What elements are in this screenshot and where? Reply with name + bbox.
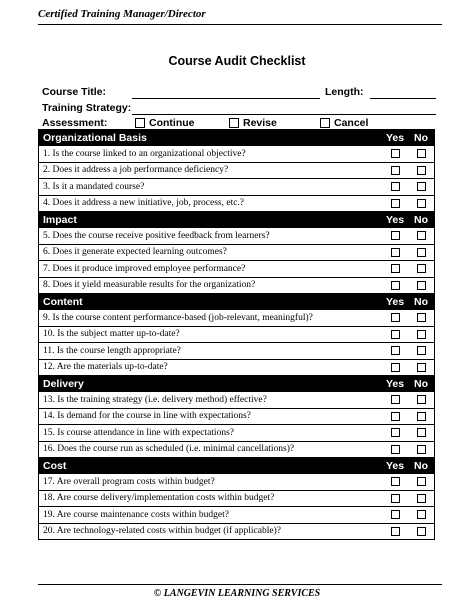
section-header — [39, 458, 434, 474]
question-text: 12. Are the materials up-to-date? — [43, 362, 168, 373]
assessment-continue-label: Continue — [149, 117, 195, 129]
document-title: Course Audit Checklist — [168, 54, 306, 68]
yes-checkbox[interactable] — [391, 231, 400, 240]
yes-column-header: Yes — [385, 459, 405, 472]
assessment-cancel-option[interactable] — [320, 117, 368, 129]
section-header — [39, 294, 434, 310]
yes-checkbox[interactable] — [391, 182, 400, 191]
yes-checkbox[interactable] — [391, 527, 400, 536]
course-title-field[interactable] — [132, 98, 320, 99]
question-text: 20. Are technology-related costs within budget (if applicable)? — [43, 526, 281, 537]
no-column-header: No — [414, 459, 428, 472]
checklist-row — [39, 392, 434, 409]
yes-checkbox[interactable] — [391, 199, 400, 208]
yes-checkbox[interactable] — [391, 281, 400, 290]
question-text: 6. Does it generate expected learning outcomes? — [43, 247, 227, 258]
checklist-row — [39, 491, 434, 508]
checklist-row — [39, 474, 434, 491]
checklist-row — [39, 146, 434, 163]
yes-checkbox[interactable] — [391, 477, 400, 486]
no-checkbox[interactable] — [417, 346, 426, 355]
section-name: Impact — [43, 213, 77, 226]
no-checkbox[interactable] — [417, 527, 426, 536]
question-text: 8. Does it yield measurable results for the organization? — [43, 280, 256, 291]
checklist-row — [39, 278, 434, 295]
no-checkbox[interactable] — [417, 281, 426, 290]
yes-checkbox[interactable] — [391, 494, 400, 503]
yes-column-header: Yes — [385, 377, 405, 390]
footer-rule — [38, 584, 442, 585]
no-checkbox[interactable] — [417, 395, 426, 404]
yes-checkbox[interactable] — [391, 445, 400, 454]
question-text: 7. Does it produce improved employee performance? — [43, 263, 246, 274]
question-text: 13. Is the training strategy (i.e. delivery method) effective? — [43, 394, 267, 405]
checklist-row — [39, 228, 434, 245]
checklist-row — [39, 163, 434, 180]
checkbox[interactable] — [135, 118, 145, 128]
running-header: Certified Training Manager/Director — [38, 8, 206, 20]
question-text: 16. Does the course run as scheduled (i.e. minimal cancellations)? — [43, 444, 295, 455]
question-text: 2. Does it address a job performance deficiency? — [43, 165, 229, 176]
yes-checkbox[interactable] — [391, 248, 400, 257]
checklist-row — [39, 409, 434, 426]
checkbox[interactable] — [320, 118, 330, 128]
assessment-continue-option[interactable] — [135, 117, 195, 129]
yes-checkbox[interactable] — [391, 363, 400, 372]
no-checkbox[interactable] — [417, 199, 426, 208]
no-checkbox[interactable] — [417, 264, 426, 273]
checklist-row — [39, 310, 434, 327]
checklist-row — [39, 179, 434, 196]
question-text: 1. Is the course linked to an organizational objective? — [43, 148, 246, 159]
section-header — [39, 130, 434, 146]
no-checkbox[interactable] — [417, 313, 426, 322]
yes-checkbox[interactable] — [391, 428, 400, 437]
question-text: 14. Is demand for the course in line with expectations? — [43, 411, 251, 422]
yes-checkbox[interactable] — [391, 395, 400, 404]
checklist-table — [38, 129, 435, 540]
no-checkbox[interactable] — [417, 231, 426, 240]
yes-column-header: Yes — [385, 213, 405, 226]
checklist-row — [39, 196, 434, 213]
question-text: 3. Is it a mandated course? — [43, 181, 145, 192]
checklist-row — [39, 245, 434, 262]
length-field[interactable] — [370, 98, 436, 99]
no-checkbox[interactable] — [417, 248, 426, 257]
yes-checkbox[interactable] — [391, 412, 400, 421]
question-text: 18. Are course delivery/implementation costs within budget? — [43, 493, 275, 504]
section-header — [39, 376, 434, 392]
no-checkbox[interactable] — [417, 182, 426, 191]
question-text: 9. Is the course content performance-based (job-relevant, meaningful)? — [43, 312, 313, 323]
header-rule — [38, 24, 442, 25]
no-checkbox[interactable] — [417, 510, 426, 519]
no-column-header: No — [414, 213, 428, 226]
no-checkbox[interactable] — [417, 428, 426, 437]
length-label: Length: — [325, 86, 364, 98]
checklist-row — [39, 360, 434, 377]
question-text: 4. Does it address a new initiative, job, process, etc.? — [43, 198, 245, 209]
checklist-row — [39, 327, 434, 344]
assessment-revise-option[interactable] — [229, 117, 277, 129]
no-column-header: No — [414, 377, 428, 390]
checkbox[interactable] — [229, 118, 239, 128]
checklist-row — [39, 524, 434, 541]
checklist-row — [39, 425, 434, 442]
section-header — [39, 212, 434, 228]
yes-checkbox[interactable] — [391, 346, 400, 355]
checklist-row — [39, 261, 434, 278]
training-strategy-label: Training Strategy: — [42, 102, 132, 114]
yes-checkbox[interactable] — [391, 510, 400, 519]
question-text: 5. Does the course receive positive feedback from learners? — [43, 230, 270, 241]
no-checkbox[interactable] — [417, 330, 426, 339]
footer-copyright: © LANGEVIN LEARNING SERVICES — [153, 588, 321, 599]
yes-checkbox[interactable] — [391, 149, 400, 158]
section-name: Organizational Basis — [43, 131, 147, 144]
yes-checkbox[interactable] — [391, 330, 400, 339]
question-text: 19. Are course maintenance costs within budget? — [43, 509, 229, 520]
assessment-revise-label: Revise — [243, 117, 277, 129]
no-checkbox[interactable] — [417, 445, 426, 454]
no-checkbox[interactable] — [417, 166, 426, 175]
section-name: Content — [43, 295, 83, 308]
no-column-header: No — [414, 295, 428, 308]
no-checkbox[interactable] — [417, 363, 426, 372]
no-checkbox[interactable] — [417, 412, 426, 421]
yes-column-header: Yes — [385, 295, 405, 308]
no-checkbox[interactable] — [417, 149, 426, 158]
section-name: Cost — [43, 459, 67, 472]
checklist-row — [39, 442, 434, 459]
yes-checkbox[interactable] — [391, 264, 400, 273]
no-checkbox[interactable] — [417, 477, 426, 486]
yes-checkbox[interactable] — [391, 166, 400, 175]
question-text: 11. Is the course length appropriate? — [43, 345, 181, 356]
course-title-label: Course Title: — [42, 86, 106, 98]
yes-checkbox[interactable] — [391, 313, 400, 322]
no-column-header: No — [414, 131, 428, 144]
checklist-row — [39, 507, 434, 524]
assessment-label: Assessment: — [42, 117, 108, 129]
question-text: 10. Is the subject matter up-to-date? — [43, 329, 180, 340]
question-text: 15. Is course attendance in line with expectations? — [43, 427, 234, 438]
training-strategy-field[interactable] — [132, 114, 436, 115]
question-text: 17. Are overall program costs within budget? — [43, 476, 215, 487]
checklist-row — [39, 343, 434, 360]
yes-column-header: Yes — [385, 131, 405, 144]
section-name: Delivery — [43, 377, 84, 390]
assessment-cancel-label: Cancel — [334, 117, 369, 129]
no-checkbox[interactable] — [417, 494, 426, 503]
